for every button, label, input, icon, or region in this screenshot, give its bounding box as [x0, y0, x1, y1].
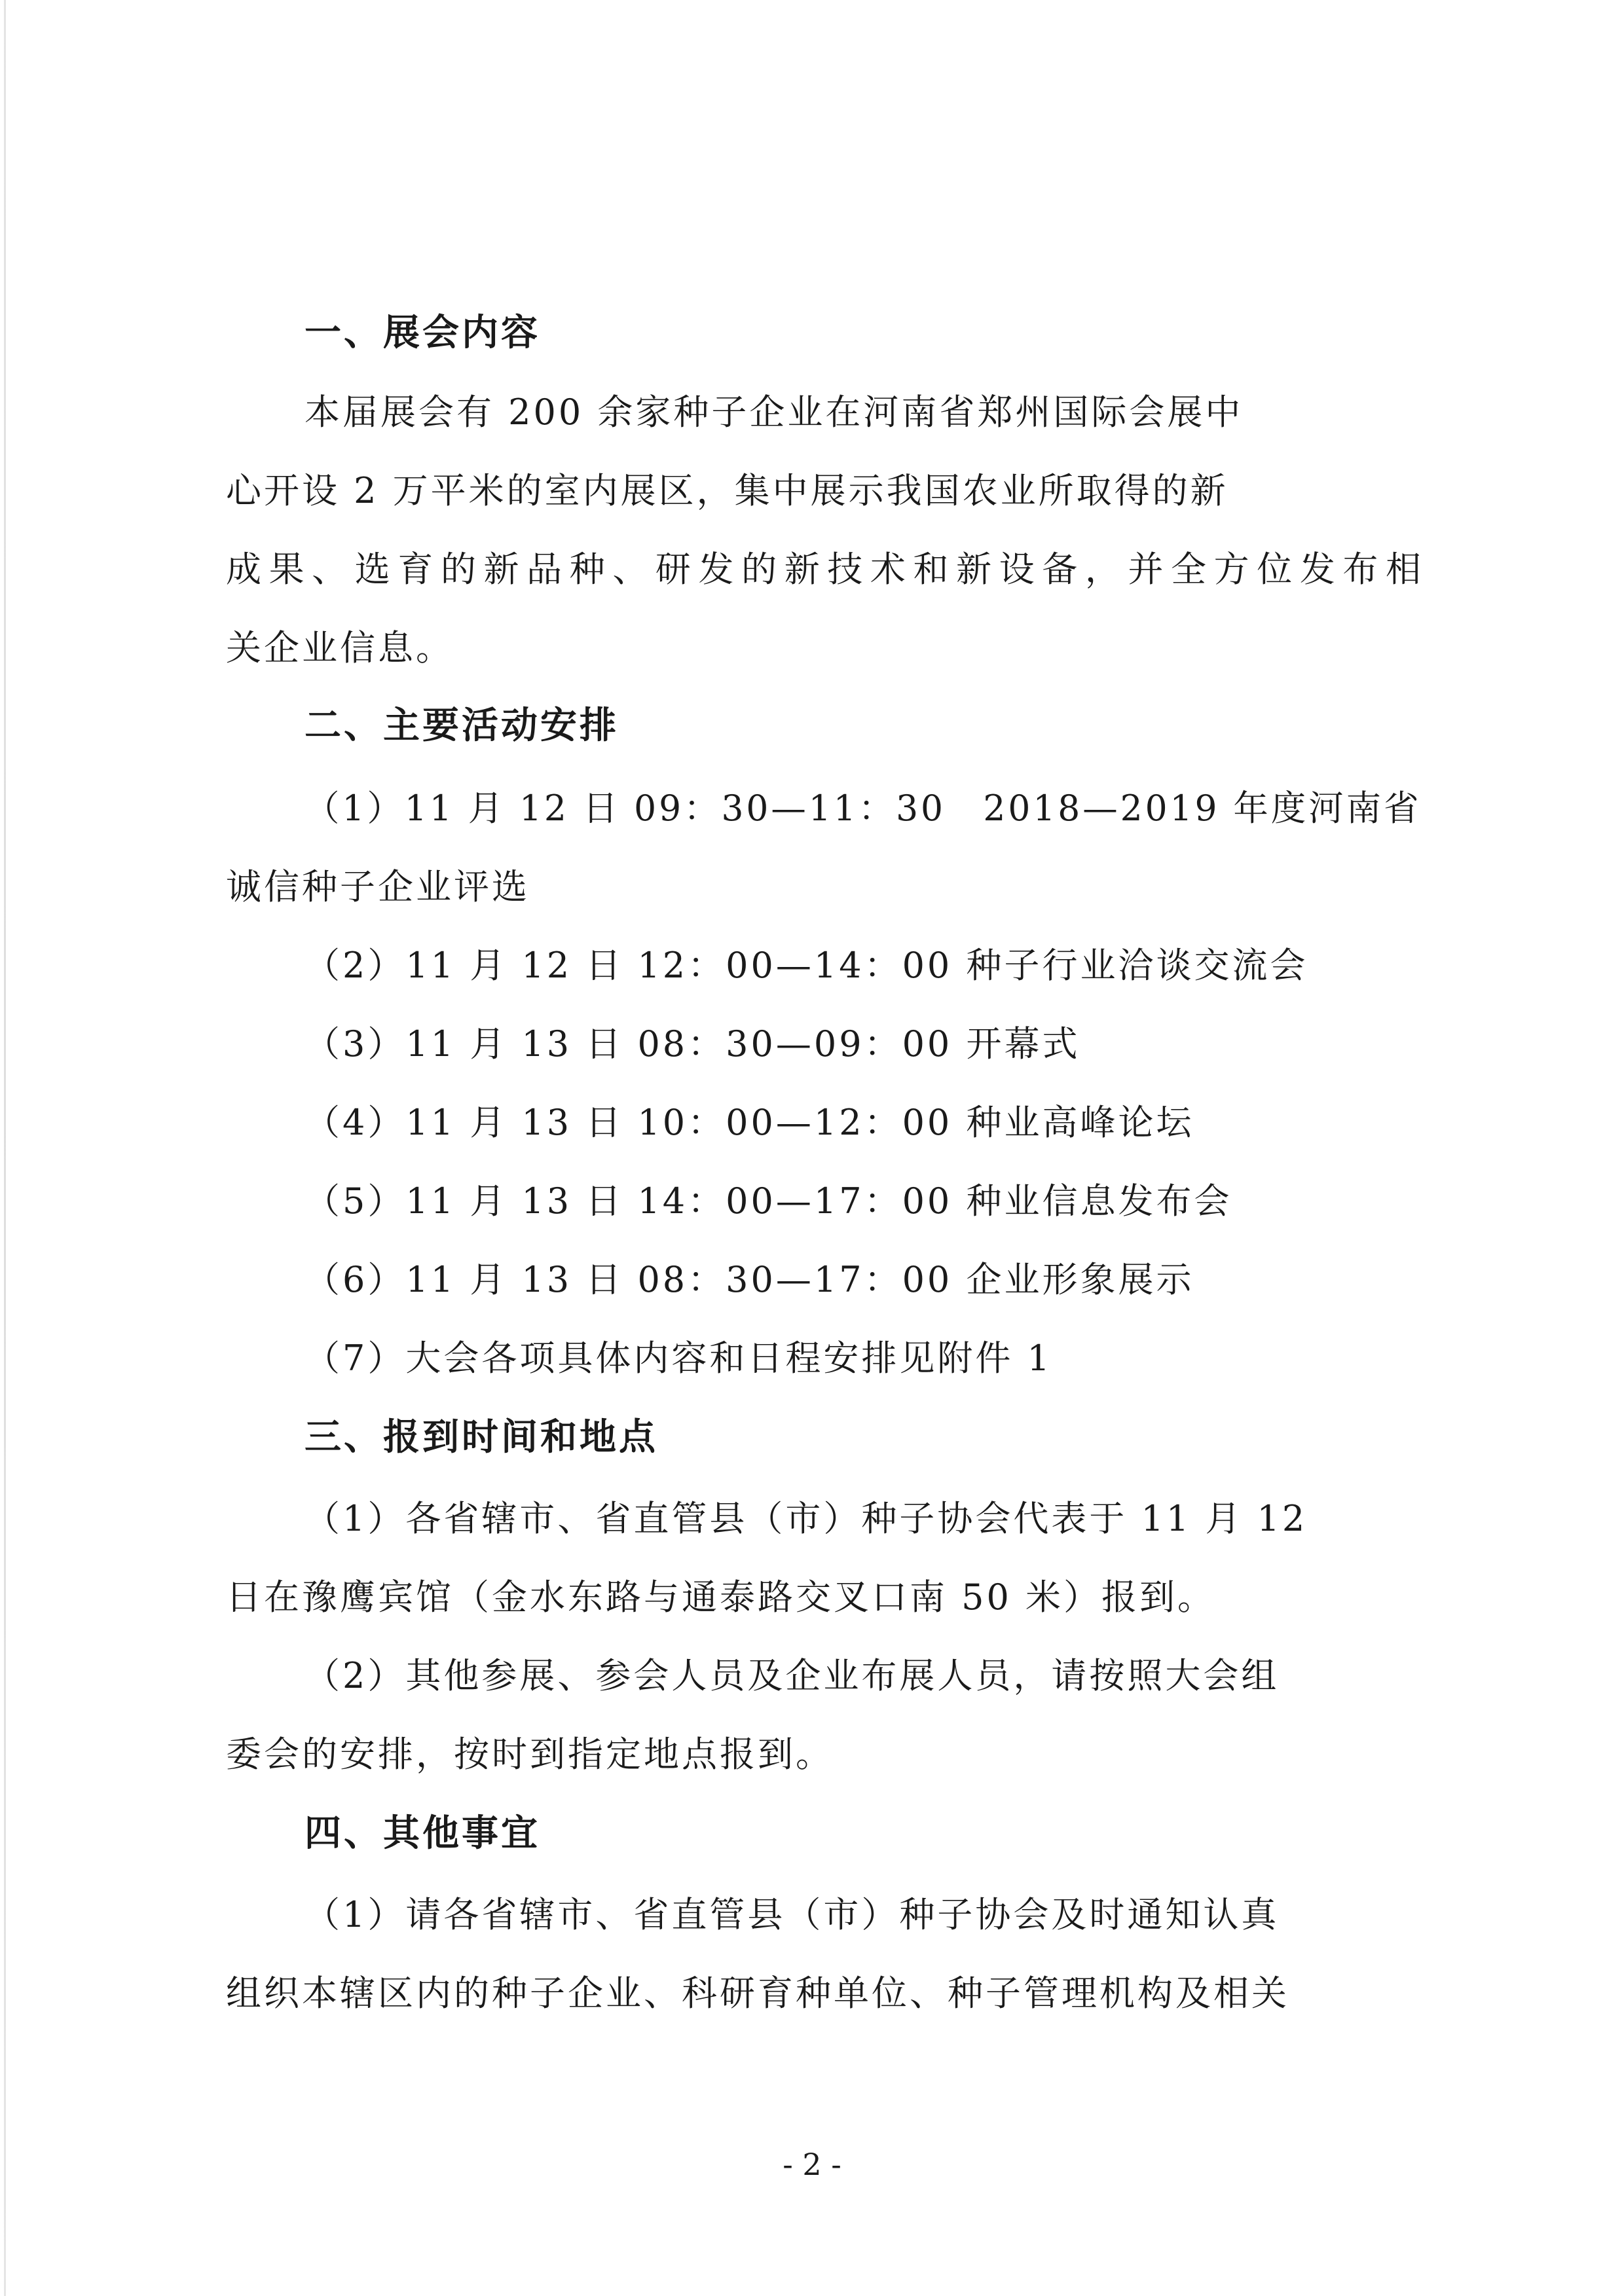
section-heading-main-activities: 二、主要活动安排 — [304, 704, 619, 747]
section-heading-exhibition-content: 一、展会内容 — [304, 312, 540, 354]
paragraph-line: （4）11 月 13 日 10：00—12：00 种业高峰论坛 — [304, 1102, 1194, 1143]
scan-edge — [4, 0, 6, 2296]
paragraph-line: 心开设 2 万平米的室内展区，集中展示我国农业所取得的新 — [226, 470, 1228, 511]
paragraph-line: （6）11 月 13 日 08：30—17：00 企业形象展示 — [304, 1259, 1194, 1300]
section-heading-registration: 三、报到时间和地点 — [304, 1416, 658, 1459]
paragraph-line: （2）11 月 12 日 12：00—14：00 种子行业洽谈交流会 — [304, 945, 1308, 986]
paragraph-line: （3）11 月 13 日 08：30—09：00 开幕式 — [304, 1023, 1080, 1065]
paragraph-line: （1）11 月 12 日 09：30—11：30 2018—2019 年度河南省 — [304, 788, 1422, 829]
paragraph-line: （5）11 月 13 日 14：00—17：00 种业信息发布会 — [304, 1180, 1232, 1222]
paragraph-line: （1）各省辖市、省直管县（市）种子协会代表于 11 月 12 — [304, 1498, 1308, 1539]
paragraph-line: 关企业信息。 — [226, 627, 454, 668]
paragraph-line: 日在豫鹰宾馆（金水东路与通泰路交叉口南 50 米）报到。 — [226, 1576, 1216, 1618]
paragraph-line: 成果、选育的新品种、研发的新技术和新设备，并全方位发布相 — [226, 549, 1421, 590]
paragraph-line: （1）请各省辖市、省直管县（市）种子协会及时通知认真 — [304, 1894, 1280, 1935]
page-number: - 2 - — [783, 2147, 841, 2182]
paragraph-line: 诚信种子企业评选 — [226, 866, 530, 907]
section-heading-other-matters: 四、其他事宜 — [304, 1812, 540, 1855]
paragraph-line: （7）大会各项具体内容和日程安排见附件 1 — [304, 1338, 1052, 1379]
paragraph-line: 委会的安排，按时到指定地点报到。 — [226, 1734, 834, 1775]
paragraph-line: （2）其他参展、参会人员及企业布展人员，请按照大会组 — [304, 1655, 1280, 1696]
paragraph-line: 组织本辖区内的种子企业、科研育种单位、种子管理机构及相关 — [226, 1973, 1289, 2014]
paragraph-line: 本届展会有 200 余家种子企业在河南省郑州国际会展中 — [304, 392, 1244, 433]
